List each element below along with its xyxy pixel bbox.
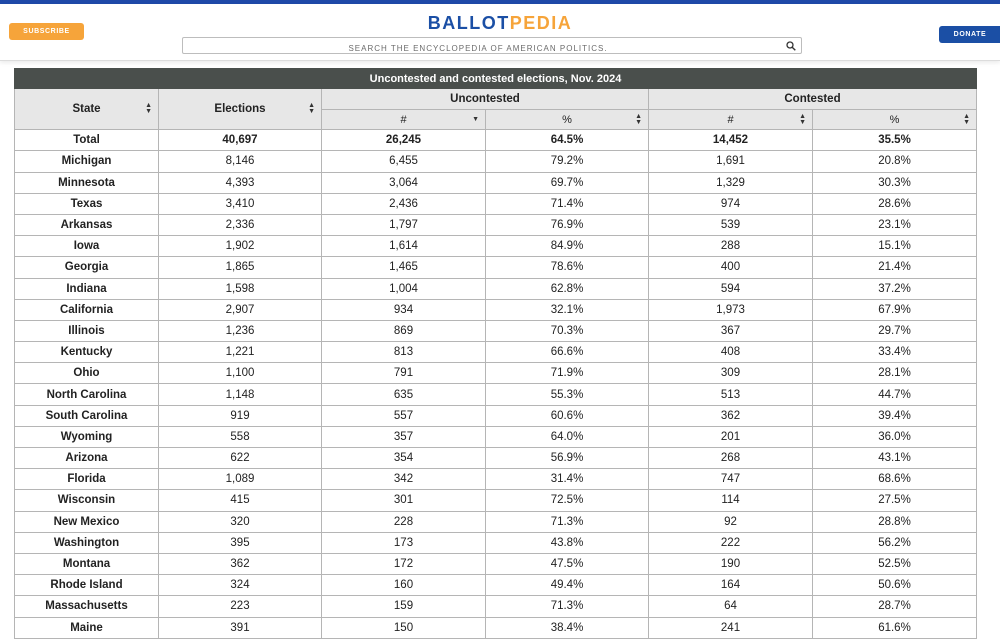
cell-c-num: 241	[649, 617, 813, 638]
cell-u-num: 172	[322, 553, 486, 574]
table-row	[15, 320, 977, 341]
cell-c-pct: 15.1%	[813, 236, 977, 257]
table-row	[15, 448, 977, 469]
cell-elections: 919	[159, 405, 322, 426]
cell-c-num: 1,973	[649, 299, 813, 320]
column-header-uncontested-pct[interactable]	[486, 110, 649, 130]
cell-u-pct: 55.3%	[486, 384, 649, 405]
cell-u-num: 869	[322, 320, 486, 341]
column-header-state[interactable]	[15, 89, 159, 130]
sort-desc-icon[interactable]: ▼	[472, 115, 479, 123]
table-row	[15, 342, 977, 363]
table-row	[15, 426, 977, 447]
cell-state: New Mexico	[15, 511, 159, 532]
cell-state: Rhode Island	[15, 575, 159, 596]
cell-c-num: 309	[649, 363, 813, 384]
cell-u-pct: 49.4%	[486, 575, 649, 596]
cell-state: Indiana	[15, 278, 159, 299]
cell-state: Maine	[15, 617, 159, 638]
sort-icon[interactable]: ▲ ▼	[308, 102, 315, 116]
cell-elections: 223	[159, 596, 322, 617]
cell-u-pct: 43.8%	[486, 532, 649, 553]
cell-c-num: 92	[649, 511, 813, 532]
cell-c-pct: 27.5%	[813, 490, 977, 511]
cell-u-num: 813	[322, 342, 486, 363]
cell-c-pct: 28.8%	[813, 511, 977, 532]
cell-u-pct: 76.9%	[486, 214, 649, 235]
table-row	[15, 575, 977, 596]
cell-u-num: 1,465	[322, 257, 486, 278]
cell-c-pct: 20.8%	[813, 151, 977, 172]
table-row	[15, 490, 977, 511]
table-row	[15, 172, 977, 193]
column-header-label: %	[889, 113, 900, 126]
cell-u-pct: 78.6%	[486, 257, 649, 278]
cell-u-pct: 69.7%	[486, 172, 649, 193]
site-header	[0, 4, 1000, 61]
cell-state: Washington	[15, 532, 159, 553]
cell-u-pct: 32.1%	[486, 299, 649, 320]
cell-state: Georgia	[15, 257, 159, 278]
sort-icon[interactable]: ▲ ▼	[799, 112, 806, 126]
cell-c-num: 14,452	[649, 130, 813, 151]
cell-u-num: 934	[322, 299, 486, 320]
cell-c-num: 362	[649, 405, 813, 426]
cell-c-pct: 56.2%	[813, 532, 977, 553]
elections-table	[14, 68, 977, 639]
sort-icon[interactable]: ▲ ▼	[145, 102, 152, 116]
cell-c-pct: 50.6%	[813, 575, 977, 596]
cell-elections: 3,410	[159, 193, 322, 214]
cell-c-pct: 21.4%	[813, 257, 977, 278]
cell-state: Texas	[15, 193, 159, 214]
cell-c-pct: 33.4%	[813, 342, 977, 363]
cell-c-pct: 28.6%	[813, 193, 977, 214]
cell-elections: 1,089	[159, 469, 322, 490]
cell-u-num: 2,436	[322, 193, 486, 214]
cell-c-num: 747	[649, 469, 813, 490]
cell-c-pct: 23.1%	[813, 214, 977, 235]
search-icon[interactable]	[786, 41, 796, 51]
cell-u-num: 1,797	[322, 214, 486, 235]
cell-u-num: 635	[322, 384, 486, 405]
cell-c-num: 222	[649, 532, 813, 553]
cell-c-pct: 67.9%	[813, 299, 977, 320]
cell-u-num: 557	[322, 405, 486, 426]
table-row	[15, 193, 977, 214]
table-row	[15, 257, 977, 278]
cell-c-num: 64	[649, 596, 813, 617]
cell-state: North Carolina	[15, 384, 159, 405]
cell-elections: 1,598	[159, 278, 322, 299]
cell-state: Wyoming	[15, 426, 159, 447]
cell-c-num: 367	[649, 320, 813, 341]
cell-state: Minnesota	[15, 172, 159, 193]
cell-elections: 395	[159, 532, 322, 553]
column-header-state-label: State	[72, 103, 101, 116]
cell-u-pct: 47.5%	[486, 553, 649, 574]
table-row	[15, 299, 977, 320]
cell-c-num: 513	[649, 384, 813, 405]
cell-c-num: 594	[649, 278, 813, 299]
cell-elections: 415	[159, 490, 322, 511]
cell-u-pct: 71.9%	[486, 363, 649, 384]
cell-elections: 1,100	[159, 363, 322, 384]
column-header-uncontested-num[interactable]	[322, 110, 486, 130]
cell-c-num: 400	[649, 257, 813, 278]
cell-state: Montana	[15, 553, 159, 574]
cell-u-pct: 84.9%	[486, 236, 649, 257]
cell-u-num: 301	[322, 490, 486, 511]
cell-elections: 1,221	[159, 342, 322, 363]
cell-c-pct: 37.2%	[813, 278, 977, 299]
cell-elections: 320	[159, 511, 322, 532]
site-logo[interactable]	[0, 13, 1000, 34]
cell-u-pct: 38.4%	[486, 617, 649, 638]
cell-c-pct: 28.7%	[813, 596, 977, 617]
cell-state: Kentucky	[15, 342, 159, 363]
table-row	[15, 511, 977, 532]
donate-button[interactable]: DONATE	[939, 26, 1000, 43]
group-header-contested: Contested	[649, 89, 977, 110]
cell-u-num: 357	[322, 426, 486, 447]
cell-c-num: 539	[649, 214, 813, 235]
table-row	[15, 384, 977, 405]
cell-u-pct: 71.3%	[486, 596, 649, 617]
cell-elections: 8,146	[159, 151, 322, 172]
table-row	[15, 617, 977, 638]
cell-elections: 1,236	[159, 320, 322, 341]
column-header-label: #	[400, 113, 407, 126]
cell-c-pct: 68.6%	[813, 469, 977, 490]
cell-c-pct: 28.1%	[813, 363, 977, 384]
table-row	[15, 405, 977, 426]
cell-state: California	[15, 299, 159, 320]
cell-u-num: 1,614	[322, 236, 486, 257]
cell-state: South Carolina	[15, 405, 159, 426]
cell-elections: 2,907	[159, 299, 322, 320]
cell-c-pct: 36.0%	[813, 426, 977, 447]
cell-state: Arkansas	[15, 214, 159, 235]
table-row	[15, 236, 977, 257]
cell-u-num: 342	[322, 469, 486, 490]
table-row	[15, 469, 977, 490]
column-header-label: %	[562, 113, 572, 126]
cell-u-num: 160	[322, 575, 486, 596]
cell-u-num: 173	[322, 532, 486, 553]
cell-u-pct: 72.5%	[486, 490, 649, 511]
elections-table-container	[14, 68, 976, 639]
cell-state: Florida	[15, 469, 159, 490]
cell-u-pct: 60.6%	[486, 405, 649, 426]
cell-u-pct: 64.5%	[486, 130, 649, 151]
subscribe-button[interactable]: SUBSCRIBE	[9, 23, 84, 40]
cell-u-pct: 62.8%	[486, 278, 649, 299]
cell-state: Wisconsin	[15, 490, 159, 511]
cell-c-num: 190	[649, 553, 813, 574]
cell-c-num: 1,691	[649, 151, 813, 172]
cell-u-num: 150	[322, 617, 486, 638]
sort-icon[interactable]: ▲ ▼	[963, 112, 970, 126]
table-row	[15, 553, 977, 574]
column-header-contested-pct[interactable]	[813, 110, 977, 130]
cell-u-num: 791	[322, 363, 486, 384]
cell-u-pct: 64.0%	[486, 426, 649, 447]
cell-c-num: 408	[649, 342, 813, 363]
cell-u-pct: 71.3%	[486, 511, 649, 532]
cell-c-pct: 44.7%	[813, 384, 977, 405]
cell-u-pct: 31.4%	[486, 469, 649, 490]
cell-state: Michigan	[15, 151, 159, 172]
cell-state: Massachusetts	[15, 596, 159, 617]
cell-elections: 391	[159, 617, 322, 638]
table-row	[15, 532, 977, 553]
search-box	[182, 37, 802, 54]
cell-u-num: 6,455	[322, 151, 486, 172]
table-caption: Uncontested and contested elections, Nov. 2024	[15, 69, 977, 89]
cell-c-num: 974	[649, 193, 813, 214]
cell-c-pct: 39.4%	[813, 405, 977, 426]
logo-part-ballot: BALLOT	[427, 13, 510, 33]
cell-c-num: 1,329	[649, 172, 813, 193]
cell-c-num: 268	[649, 448, 813, 469]
cell-c-pct: 52.5%	[813, 553, 977, 574]
table-row	[15, 151, 977, 172]
cell-state: Ohio	[15, 363, 159, 384]
cell-elections: 1,148	[159, 384, 322, 405]
table-row	[15, 214, 977, 235]
cell-elections: 1,902	[159, 236, 322, 257]
group-header-uncontested: Uncontested	[322, 89, 649, 110]
column-header-elections-label: Elections	[214, 103, 266, 116]
logo-part-pedia: PEDIA	[509, 13, 573, 33]
cell-state: Total	[15, 130, 159, 151]
cell-elections: 362	[159, 553, 322, 574]
cell-u-num: 159	[322, 596, 486, 617]
cell-c-pct: 35.5%	[813, 130, 977, 151]
cell-u-num: 354	[322, 448, 486, 469]
cell-c-pct: 29.7%	[813, 320, 977, 341]
column-header-contested-num[interactable]	[649, 110, 813, 130]
cell-c-num: 164	[649, 575, 813, 596]
cell-elections: 622	[159, 448, 322, 469]
cell-elections: 1,865	[159, 257, 322, 278]
cell-c-num: 201	[649, 426, 813, 447]
search-input[interactable]	[183, 41, 773, 56]
cell-elections: 4,393	[159, 172, 322, 193]
table-row-total	[15, 130, 977, 151]
sort-icon[interactable]: ▲ ▼	[635, 112, 642, 126]
cell-u-pct: 71.4%	[486, 193, 649, 214]
cell-u-pct: 56.9%	[486, 448, 649, 469]
cell-elections: 40,697	[159, 130, 322, 151]
cell-u-num: 1,004	[322, 278, 486, 299]
cell-u-pct: 79.2%	[486, 151, 649, 172]
cell-c-pct: 61.6%	[813, 617, 977, 638]
table-body	[15, 130, 977, 639]
cell-state: Arizona	[15, 448, 159, 469]
cell-c-pct: 43.1%	[813, 448, 977, 469]
cell-u-num: 26,245	[322, 130, 486, 151]
cell-elections: 2,336	[159, 214, 322, 235]
cell-elections: 558	[159, 426, 322, 447]
cell-u-pct: 66.6%	[486, 342, 649, 363]
cell-c-pct: 30.3%	[813, 172, 977, 193]
cell-c-num: 114	[649, 490, 813, 511]
cell-c-num: 288	[649, 236, 813, 257]
table-row	[15, 278, 977, 299]
cell-state: Illinois	[15, 320, 159, 341]
cell-u-num: 3,064	[322, 172, 486, 193]
cell-elections: 324	[159, 575, 322, 596]
cell-u-num: 228	[322, 511, 486, 532]
cell-u-pct: 70.3%	[486, 320, 649, 341]
cell-state: Iowa	[15, 236, 159, 257]
column-header-elections[interactable]	[159, 89, 322, 130]
column-header-label: #	[727, 113, 734, 126]
table-row	[15, 596, 977, 617]
table-row	[15, 363, 977, 384]
